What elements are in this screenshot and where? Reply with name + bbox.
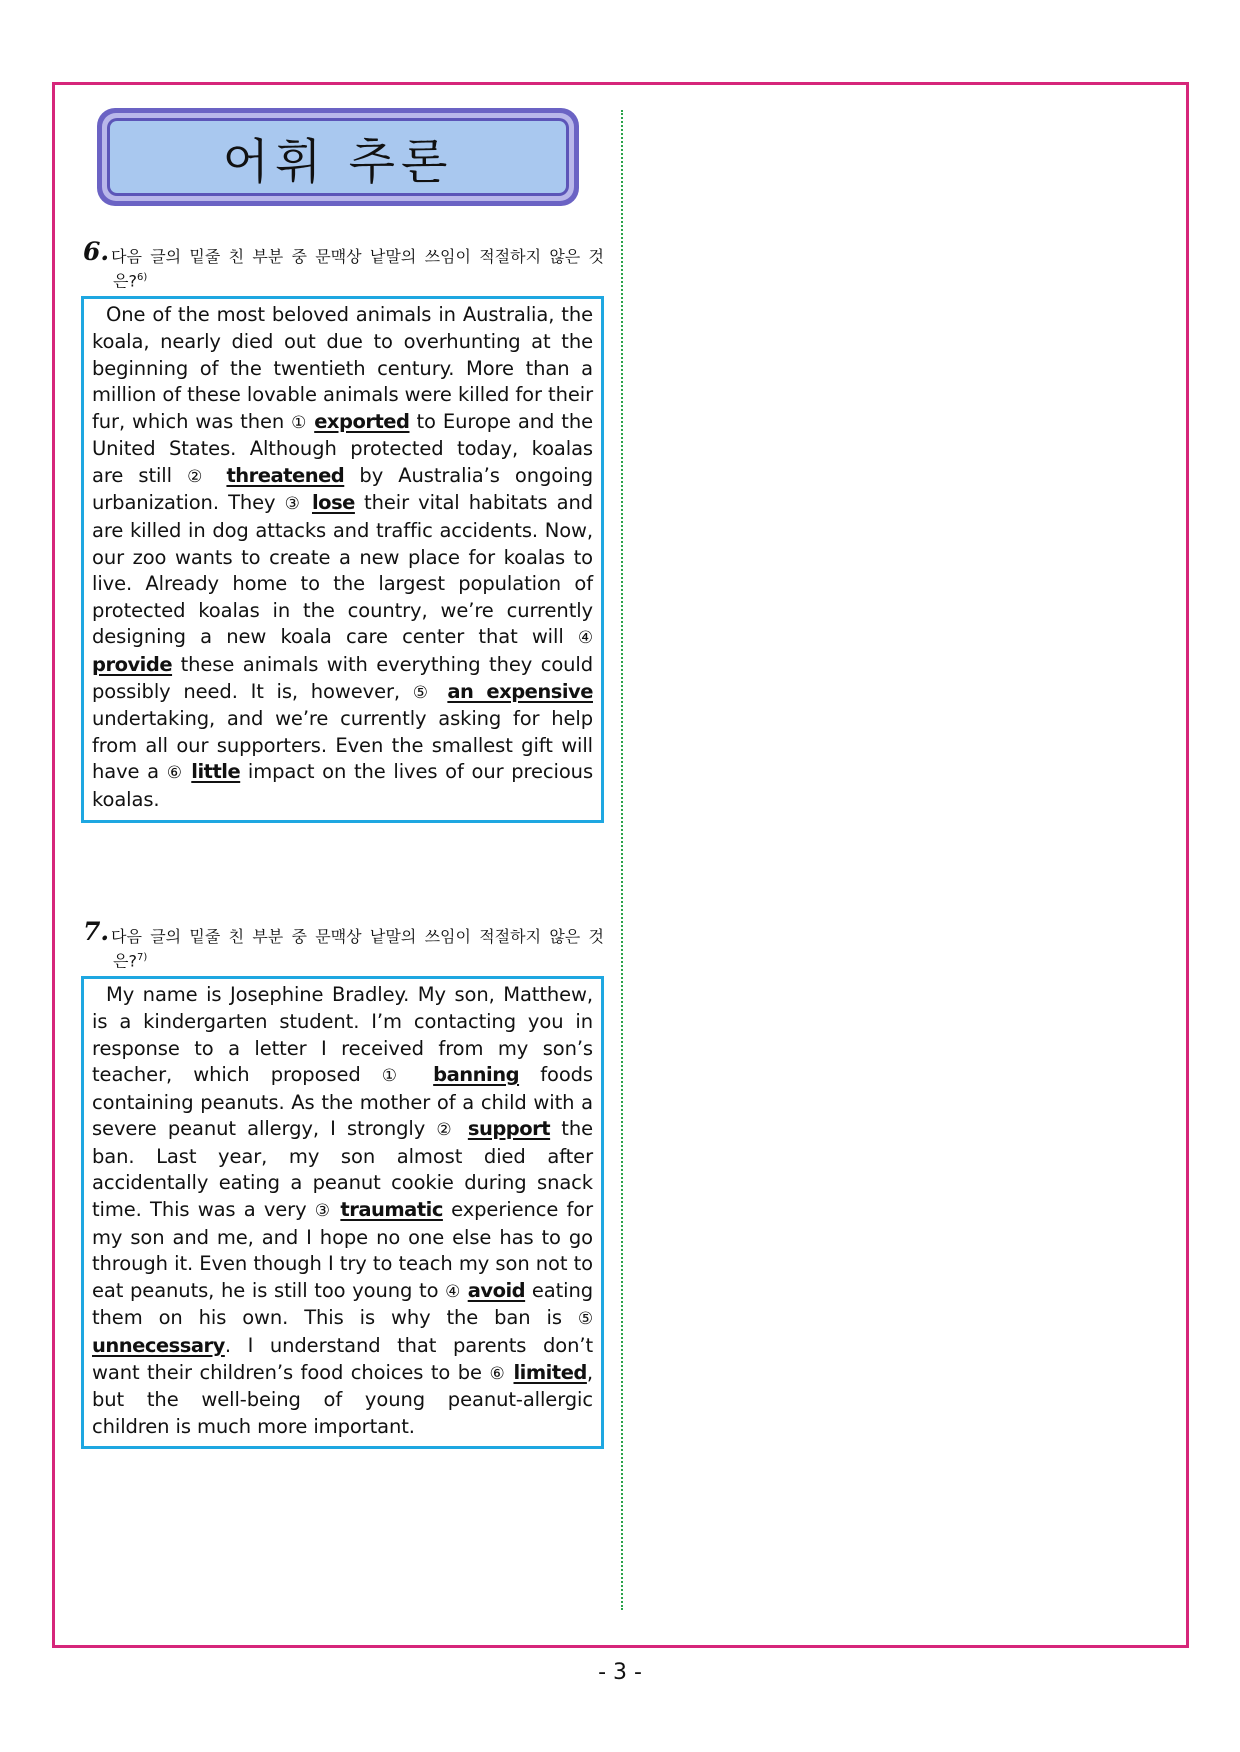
choice-marker: ⑥	[489, 1363, 506, 1384]
banner-panel	[110, 121, 566, 193]
footnote-ref: 7)	[136, 952, 148, 963]
passage-segment	[435, 680, 448, 703]
underlined-choice: support	[467, 1117, 551, 1141]
passage-text	[92, 982, 593, 1440]
section-title: 어휘 추론	[222, 133, 454, 190]
passage-segment	[461, 1279, 468, 1302]
question-prompt-end	[111, 267, 604, 291]
passage-segment	[412, 1063, 433, 1086]
choice-marker: ④	[577, 628, 593, 649]
passage-segment: by Australia’s ongoing urbanization. They	[92, 463, 593, 515]
choice-marker: ③	[284, 494, 303, 515]
question-header	[83, 917, 604, 971]
passage-segment	[211, 464, 226, 487]
passage-segment: to Europe and the United States. Although protected today, koalas are still	[92, 409, 593, 487]
passage-segment: impact on the lives of our precious koalas.	[92, 760, 594, 812]
question-prompt-tail: 은?	[113, 951, 137, 971]
question-number: 7.	[83, 917, 110, 946]
passage-segment: foods containing peanuts. As the mother of a child with a severe peanut allergy, I strongly	[92, 1063, 593, 1141]
page-number: - 3 -	[598, 1660, 642, 1685]
passage-segment: their vital habitats and are killed in dog attacks and traffic accidents. Now, our zoo wants to create a new place for koalas to live. Already home to the largest population of protected koalas in the country, we’re currently designing a new koala care center that will	[92, 491, 593, 649]
passage-box	[81, 976, 604, 1449]
column-divider	[621, 110, 623, 1610]
question-prompt: 다음 글의 밑줄 친 부분 중 문맥상 낱말의 쓰임이 적절하지 않은 것	[111, 247, 604, 266]
underlined-choice: lose	[311, 491, 355, 515]
passage-segment: , but the well-being of young peanut-allergic children is much more important.	[92, 1360, 593, 1438]
footnote-ref: 6)	[136, 272, 148, 283]
passage-segment	[457, 1117, 468, 1140]
underlined-choice: threatened	[226, 463, 345, 487]
underlined-choice: unnecessary	[92, 1334, 225, 1358]
passage-segment: the ban. Last year, my son almost died after accidentally eating a peanut cookie during snack time. This was a very	[92, 1117, 594, 1222]
question-prompt: 다음 글의 밑줄 친 부분 중 문맥상 낱말의 쓰임이 적절하지 않은 것	[111, 927, 604, 946]
passage-segment: undertaking, and we’re currently asking for help from all our supporters. Even the smallest gift will have a	[92, 707, 593, 784]
underlined-choice: avoid	[467, 1278, 526, 1302]
banner-ring	[102, 113, 574, 201]
choice-marker: ④	[445, 1281, 461, 1302]
underlined-choice: little	[191, 760, 241, 784]
question-header	[83, 237, 604, 291]
passage-segment: One of the most beloved animals in Australia, the koala, nearly died out due to overhunting at the beginning of the twentieth century. More than a million of these lovable animals were killed for their fur, which was then	[92, 303, 593, 433]
passage-box	[81, 296, 604, 822]
underlined-choice: an expensive	[447, 679, 593, 703]
choice-marker: ②	[436, 1120, 457, 1141]
question-prompt-end	[111, 947, 604, 971]
underlined-choice: limited	[513, 1360, 587, 1384]
underlined-choice: banning	[433, 1063, 520, 1087]
choice-marker: ①	[291, 412, 308, 433]
choice-marker: ②	[187, 466, 212, 487]
question-7	[83, 917, 604, 1449]
passage-segment	[303, 491, 312, 514]
underlined-choice: exported	[314, 409, 410, 433]
choice-marker: ⑥	[166, 763, 184, 784]
question-prompt-tail: 은?	[113, 271, 137, 291]
choice-marker: ①	[381, 1066, 412, 1087]
question-6	[83, 237, 604, 823]
passage-segment: these animals with everything they could possibly need. It is, however,	[92, 653, 593, 703]
underlined-choice: provide	[92, 653, 173, 677]
passage-segment: My name is Josephine Bradley. My son, Matthew, is a kindergarten student. I’m contacting you in response to a letter I received from my son’s teacher, which proposed	[92, 983, 593, 1087]
choice-marker: ⑤	[412, 682, 435, 703]
passage-text	[92, 302, 593, 813]
passage-segment: eating them on his own. This is why the ban is	[92, 1278, 594, 1330]
banner-ring-inner	[107, 118, 569, 196]
section-banner	[97, 108, 579, 206]
passage-segment: . I understand that parents don’t want their children’s food choices to be	[92, 1334, 593, 1384]
underlined-choice: traumatic	[340, 1198, 443, 1222]
question-number: 6.	[83, 237, 110, 266]
choice-marker: ⑤	[577, 1309, 593, 1330]
choice-marker: ③	[314, 1201, 333, 1222]
passage-segment	[506, 1361, 514, 1384]
passage-segment: experience for my son and me, and I hope no one else has to go through it. Even though I try to teach my son not to eat peanuts, he is still too young to	[92, 1198, 594, 1302]
